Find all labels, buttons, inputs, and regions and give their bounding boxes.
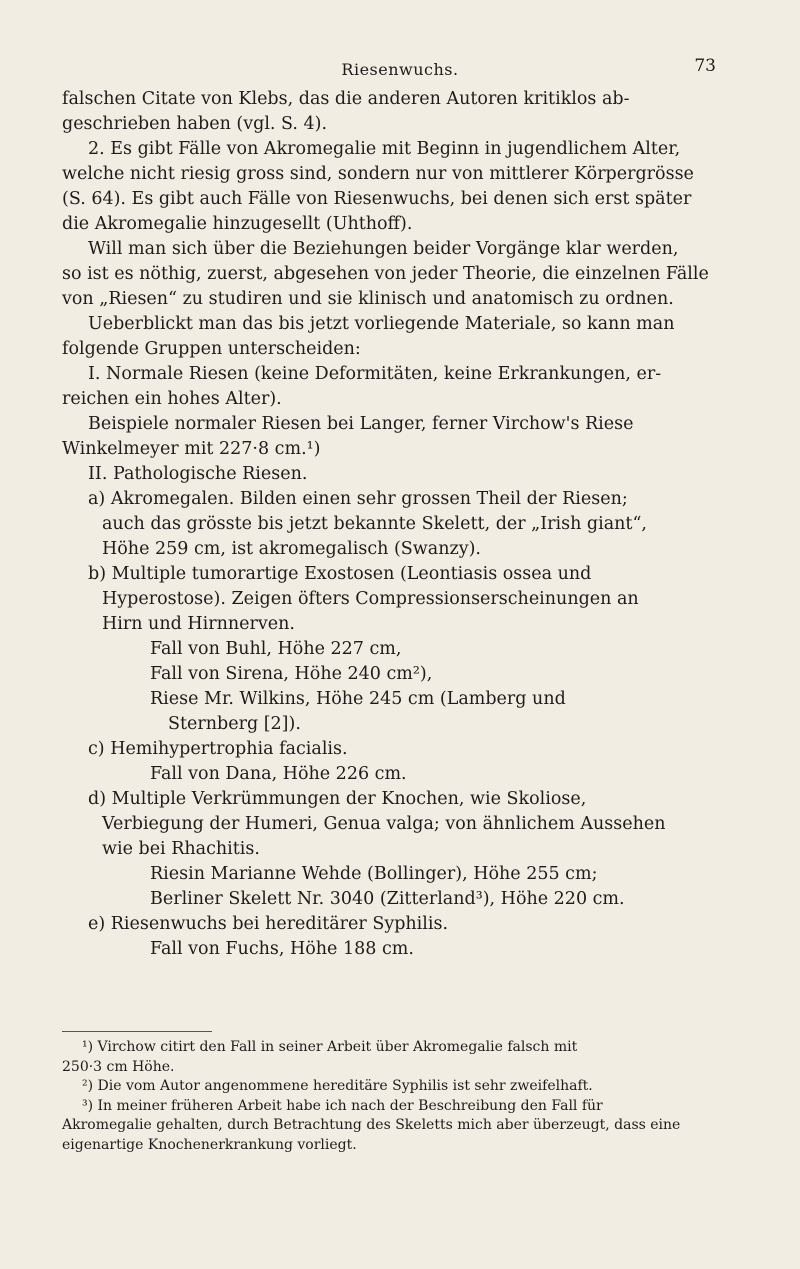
text-line: II. Pathologische Riesen. (88, 464, 308, 484)
text-line: d) Multiple Verkrümmungen der Knochen, wie Skoliose, (88, 789, 587, 809)
footnote-line: ²) Die vom Autor angenommene hereditäre Syphilis ist sehr zweifelhaft. (82, 1078, 593, 1094)
page-header (0, 56, 800, 84)
text-line: die Akromegalie hinzugesellt (Uhthoff). (62, 214, 413, 234)
text-line: Verbiegung der Humeri, Genua valga; von ähnlichem Aussehen (102, 814, 666, 834)
text-line: auch das grösste bis jetzt bekannte Skelett, der „Irish giant“, (102, 514, 647, 534)
text-line: Riese Mr. Wilkins, Höhe 245 cm (Lamberg und (150, 689, 566, 709)
text-line: so ist es nöthig, zuerst, abgesehen von jeder Theorie, die einzelnen Fälle (62, 264, 709, 284)
footnote-line: eigenartige Knochenerkrankung vorliegt. (62, 1136, 357, 1153)
text-line: Höhe 259 cm, ist akromegalisch (Swanzy). (102, 539, 481, 559)
text-line: Fall von Fuchs, Höhe 188 cm. (150, 939, 414, 959)
text-line: Winkelmeyer mit 227·8 cm.¹) (62, 439, 321, 459)
text-line: folgende Gruppen unterscheiden: (62, 339, 361, 359)
text-line: Will man sich über die Beziehungen beider Vorgänge klar werden, (88, 239, 679, 259)
text-line: Hyperostose). Zeigen öfters Compressionserscheinungen an (102, 589, 639, 609)
text-line: b) Multiple tumorartige Exostosen (Leontiasis ossea und (88, 564, 592, 584)
footnote-line: 250·3 cm Höhe. (62, 1058, 175, 1075)
text-line: Berliner Skelett Nr. 3040 (Zitterland³), Höhe 220 cm. (150, 889, 625, 909)
text-line: Fall von Buhl, Höhe 227 cm, (150, 639, 402, 659)
footnote-line: Akromegalie gehalten, durch Betrachtung des Skeletts mich aber überzeugt, dass eine (62, 1117, 681, 1133)
text-line: 2. Es gibt Fälle von Akromegalie mit Beginn in jugendlichem Alter, (88, 139, 681, 159)
text-line: geschrieben haben (vgl. S. 4). (62, 114, 328, 134)
running-head: Riesenwuchs. (341, 60, 459, 79)
text-line: falschen Citate von Klebs, das die anderen Autoren kritiklos ab- (62, 89, 630, 109)
text-line: Sternberg [2]). (168, 714, 301, 734)
text-line: welche nicht riesig gross sind, sondern nur von mittlerer Körpergrösse (62, 164, 694, 184)
text-line: Hirn und Hirnnerven. (102, 614, 295, 634)
text-line: Riesin Marianne Wehde (Bollinger), Höhe 255 cm; (150, 864, 598, 884)
text-line: reichen ein hohes Alter). (62, 389, 282, 409)
text-line: I. Normale Riesen (keine Deformitäten, keine Erkrankungen, er- (88, 364, 662, 384)
text-line: Fall von Dana, Höhe 226 cm. (150, 764, 407, 784)
text-line: (S. 64). Es gibt auch Fälle von Riesenwuchs, bei denen sich erst später (62, 189, 692, 209)
text-line: c) Hemihypertrophia facialis. (88, 739, 348, 759)
text-line: Beispiele normaler Riesen bei Langer, ferner Virchow's Riese (88, 414, 634, 434)
text-line: e) Riesenwuchs bei hereditärer Syphilis. (88, 914, 449, 934)
text-line: wie bei Rhachitis. (102, 839, 260, 859)
text-line: a) Akromegalen. Bilden einen sehr grossen Theil der Riesen; (88, 489, 628, 509)
footnote-divider (62, 1031, 212, 1032)
footnote-line: ¹) Virchow citirt den Fall in seiner Arbeit über Akromegalie falsch mit (82, 1039, 578, 1055)
text-line: Ueberblickt man das bis jetzt vorliegende Materiale, so kann man (88, 314, 675, 334)
footnote-line: ³) In meiner früheren Arbeit habe ich nach der Beschreibung den Fall für (82, 1097, 603, 1114)
page-number: 73 (694, 56, 716, 76)
footnotes (62, 1038, 738, 1155)
text-line: von „Riesen“ zu studiren und sie klinisch und anatomisch zu ordnen. (62, 289, 674, 309)
body-text (62, 87, 738, 962)
text-line: Fall von Sirena, Höhe 240 cm²), (150, 664, 433, 684)
